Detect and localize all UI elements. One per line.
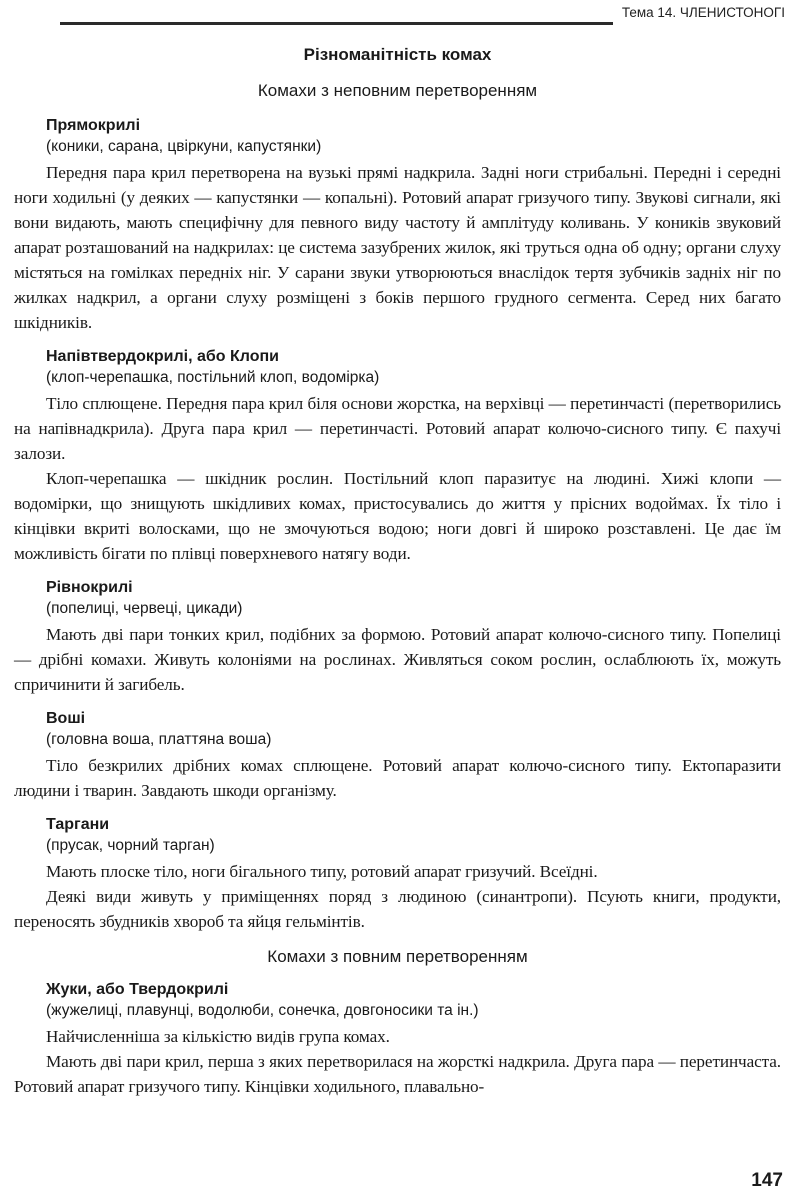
section-orthoptera xyxy=(14,115,781,335)
section-examples: (клоп-черепашка, постільний клоп, водомірка) xyxy=(46,369,380,386)
page-title: Різноманітність комах xyxy=(303,45,492,64)
section-heading: Рівнокрилі xyxy=(46,579,133,596)
body-paragraph: Найчисленніша за кількістю видів група комах. xyxy=(46,1027,390,1046)
section-examples: (прусак, чорний тарган) xyxy=(46,837,215,854)
body-paragraph: Мають плоске тіло, ноги бігального типу, ротовий апарат гризучий. Всеїдні. xyxy=(46,862,598,881)
body-paragraph: Клоп-черепашка — шкідник рослин. Постільний клоп паразитує на людині. Хижі клопи — водомірки, що знищують шкідливих комах, пристосувались до життя у прісних водоймах. Їх тіло і кінцівки вкриті волосками, що не змочуються водою; ноги довгі й широко розставлені. Це дає їм можливість бігати по плівці поверхневого натягу води. xyxy=(14,469,781,563)
body-paragraph: Передня пара крил перетворена на вузькі прямі надкрила. Задні ноги стрибальні. Передні і середні ноги ходильні (у деяких — капустянки — копальні). Ротовий апарат гризучого типу. Звукові сигнали, які вони видають, мають специфічну для певного виду частоту й амплітуду коливань. У коників звуковий апарат розташований на надкрилах: це система зазубрених жилок, які труться одна об одну; органи слуху містяться на гомілках передніх ніг. У сарани звуки утворюються внаслідок тертя зубчиків задніх ніг по жилках надкрил, а органи слуху розміщені з боків першого грудного сегмента. Серед них багато шкідників. xyxy=(14,163,781,332)
subtitle-incomplete-metamorphosis: Комахи з неповним перетворенням xyxy=(257,81,538,100)
section-cockroaches xyxy=(14,814,781,934)
section-examples: (коники, сарана, цвіркуни, капустянки) xyxy=(46,138,322,155)
section-hemiptera xyxy=(14,346,781,566)
body-paragraph: Мають дві пари тонких крил, подібних за формою. Ротовий апарат колючо-сисного типу. Попелиці — дрібні комахи. Живуть колоніями на рослинах. Живляться соком рослин, ослаблюють їх, можуть спричинити й загибель. xyxy=(14,625,781,694)
section-heading: Воші xyxy=(46,710,86,727)
section-lice xyxy=(14,708,781,803)
running-head: Тема 14. ЧЛЕНИСТОНОГІ xyxy=(621,5,785,20)
section-heading: Прямокрилі xyxy=(46,117,141,134)
section-examples: (жужелиці, плавунці, водолюби, сонечка, довгоносики та ін.) xyxy=(46,1002,479,1019)
body-paragraph: Тіло безкрилих дрібних комах сплющене. Ротовий апарат колючо-сисного типу. Ектопаразити людини і тварин. Завдають шкоди організму. xyxy=(14,756,781,800)
body-paragraph: Деякі види живуть у приміщеннях поряд з людиною (синантропи). Псують книги, продукти, переносять збудників хвороб та яйця гельмінтів. xyxy=(14,887,781,931)
subtitle-complete-metamorphosis: Комахи з повним перетворенням xyxy=(267,947,528,966)
page-number: 147 xyxy=(751,1170,783,1191)
section-homoptera xyxy=(14,577,781,697)
header-rule xyxy=(60,22,613,25)
section-examples: (головна воша, платтяна воша) xyxy=(46,731,272,748)
section-heading: Напівтвердокрилі, або Клопи xyxy=(46,348,279,365)
body-paragraph: Мають дві пари крил, перша з яких перетворилася на жорсткі надкрила. Друга пара — перетинчаста. Ротовий апарат гризучого типу. Кінцівки ходильного, плавально- xyxy=(14,1052,781,1096)
section-heading: Жуки, або Твердокрилі xyxy=(46,981,229,998)
section-examples: (попелиці, червеці, цикади) xyxy=(46,600,243,617)
page-content xyxy=(14,44,781,1099)
section-beetles xyxy=(14,979,781,1099)
section-heading: Таргани xyxy=(46,816,110,833)
body-paragraph: Тіло сплющене. Передня пара крил біля основи жорстка, на верхівці — перетинчасті (перетворились на напівнадкрила). Друга пара крил — перетинчасті. Ротовий апарат колючо-сисного типу. Є пахучі залози. xyxy=(14,394,781,463)
